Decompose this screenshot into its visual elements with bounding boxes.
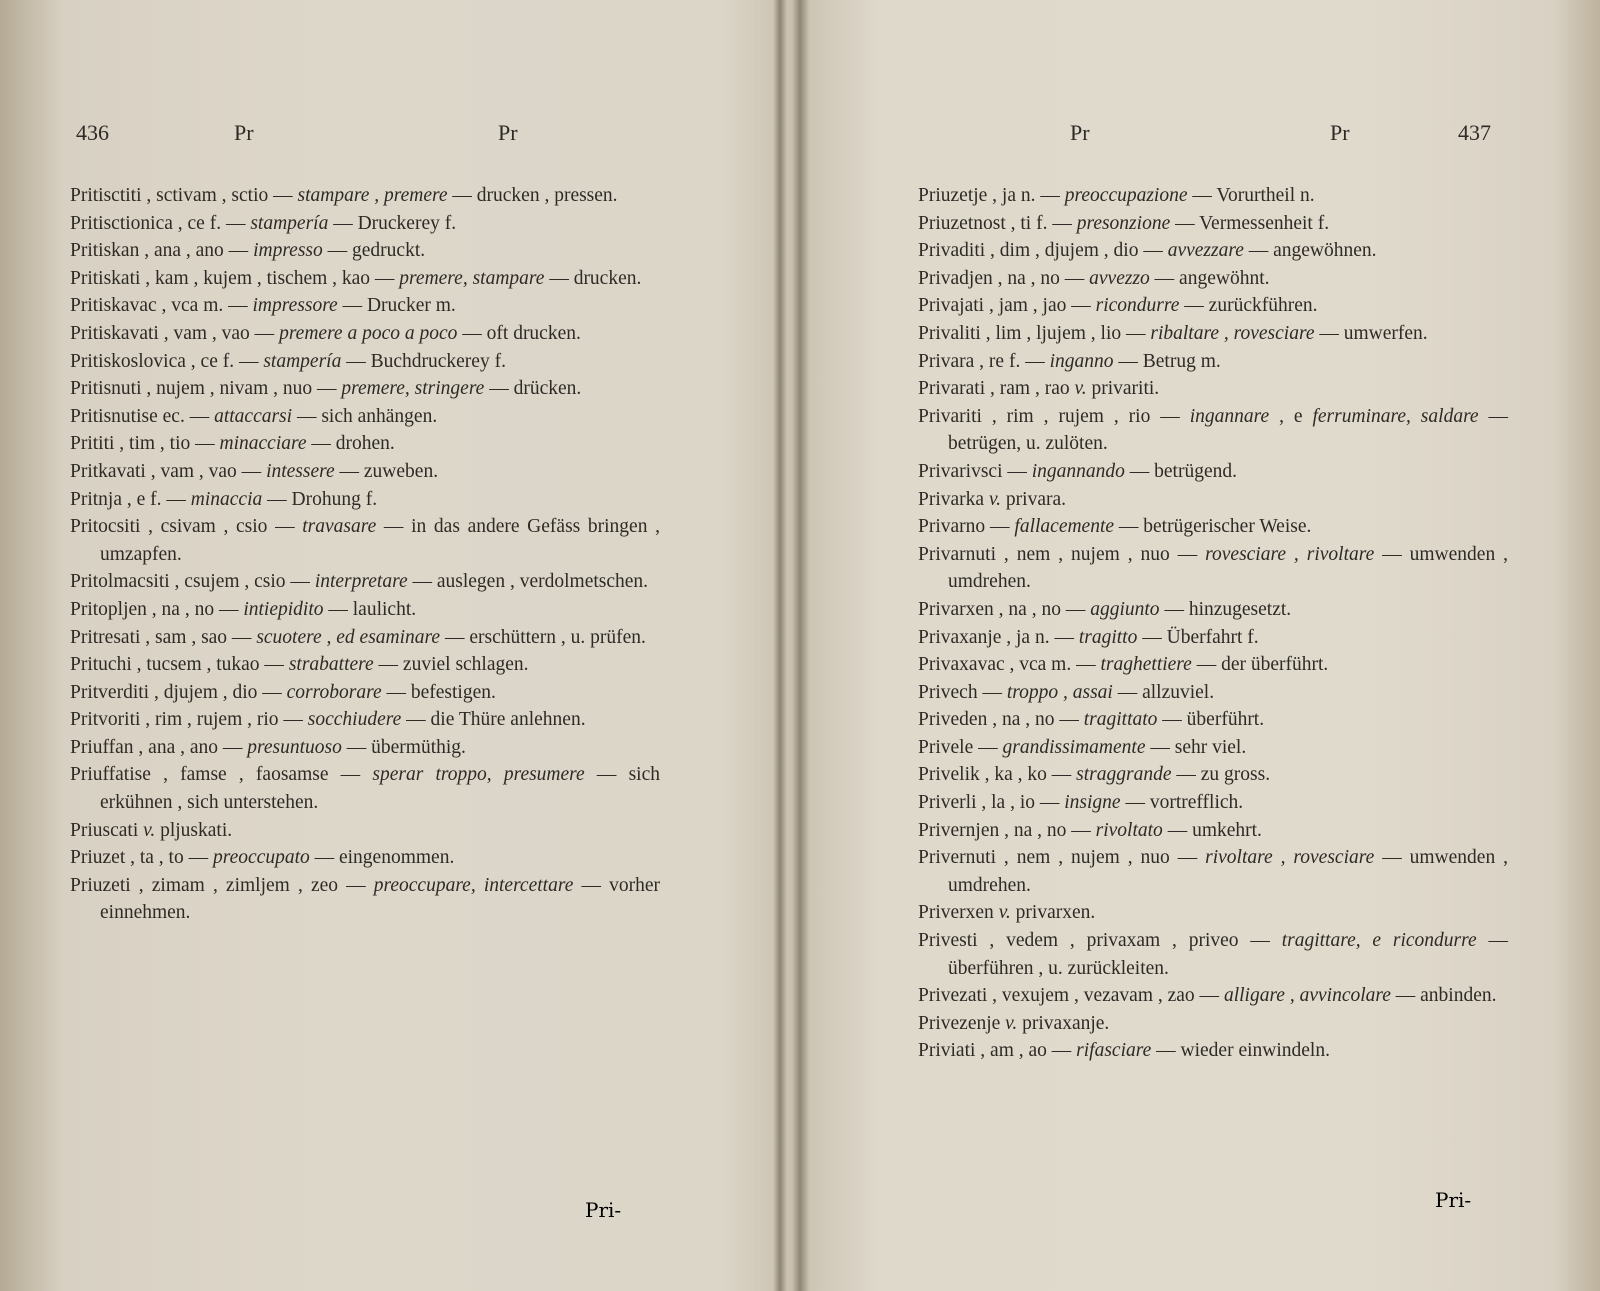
italian-gloss: tragittato <box>1083 709 1158 731</box>
italian-gloss: ribaltare , rovesciare <box>1150 322 1315 344</box>
dictionary-entry: Privaliti , lim , ljujem , lio — ribaltare , rovesciare — umwerfen. <box>918 322 1428 344</box>
dictionary-entry: Privech — troppo , assai — allzuviel. <box>918 681 1215 703</box>
dictionary-entry: Pritresati , sam , sao — scuotere , ed esaminare — erschüttern , u. prüfen. <box>70 626 646 648</box>
dictionary-entry: Pritisctionica , ce f. — stampería — Druckerey f. <box>70 212 457 234</box>
dictionary-entry: Privajati , jam , jao — ricondurre — zurückführen. <box>918 295 1318 317</box>
italian-gloss: ferruminare, saldare <box>1312 405 1479 427</box>
italian-gloss: presuntuoso <box>247 736 342 758</box>
italian-gloss: impresso <box>253 240 323 262</box>
dictionary-entry: Priuffatise , famse , faosamse — sperar troppo, presumere — sich erkühnen , sich unterstehen. <box>70 764 660 814</box>
header-left: Pr <box>234 120 254 145</box>
italian-gloss: avvezzare <box>1167 240 1244 262</box>
dictionary-entry: Pritolmacsiti , csujem , csio — interpretare — auslegen , verdolmetschen. <box>70 571 649 593</box>
italian-gloss: insigne <box>1064 792 1121 814</box>
italian-gloss: aggiunto <box>1090 598 1160 620</box>
dictionary-entry: Privaxavac , vca m. — traghettiere — der überführt. <box>918 654 1329 676</box>
dictionary-entry: Priuzet , ta , to — preoccupato — eingenommen. <box>70 847 455 869</box>
italian-gloss: stampare , premere <box>297 185 448 206</box>
running-head-right <box>918 120 1508 160</box>
italian-gloss: impressore <box>252 295 338 317</box>
italian-gloss: scuotere , ed esaminare <box>256 626 441 648</box>
dictionary-entry: Priverxen v. privarxen. <box>918 902 1096 924</box>
header-left: Pr <box>1070 120 1090 145</box>
dictionary-entry: Privarati , ram , rao v. privariti. <box>918 378 1160 400</box>
italian-gloss: preoccupare, intercettare <box>373 874 574 896</box>
italian-gloss: rifasciare <box>1076 1040 1152 1062</box>
page-number: 436 <box>76 120 109 145</box>
dictionary-entry: Pritiskati , kam , kujem , tischem , kao — premere, stampare — drucken. <box>70 267 642 289</box>
italian-gloss: minacciare <box>219 433 307 455</box>
italian-gloss: sperar troppo, presumere <box>372 764 585 786</box>
italian-gloss: rivoltare , rovesciare <box>1205 847 1375 869</box>
right-page <box>918 120 1508 1065</box>
dictionary-entry: Priuzetnost , ti f. — presonzione — Vermessenheit f. <box>918 212 1330 234</box>
dictionary-entry: Priuscati v. pljuskati. <box>70 819 233 841</box>
dictionary-entry: Privarnuti , nem , nujem , nuo — rovesciare , rivoltare — umwenden , umdrehen. <box>918 543 1508 593</box>
dictionary-entry: Pritvoriti , rim , rujem , rio — socchiudere — die Thüre anlehnen. <box>70 709 586 731</box>
dictionary-entry: Pritnja , e f. — minaccia — Drohung f. <box>70 488 378 510</box>
dictionary-entry: Privele — grandissimamente — sehr viel. <box>918 736 1247 758</box>
italian-gloss: interpretare <box>314 571 408 593</box>
dictionary-entry: Pritiskavac , vca m. — impressore — Drucker m. <box>70 295 456 317</box>
italian-gloss: corroborare <box>286 681 382 703</box>
dictionary-entry: Privesti , vedem , privaxam , priveo — tragittare, e ricondurre — überführen , u. zurückleiten. <box>918 930 1508 979</box>
dictionary-entry: Pritisctiti , sctivam , sctio — stampare , premere — drucken , pressen. <box>70 185 618 206</box>
dictionary-entry: Privaxanje , ja n. — tragitto — Überfahrt f. <box>918 626 1259 648</box>
dictionary-entry: Privadjen , na , no — avvezzo — angewöhnt. <box>918 267 1270 289</box>
italian-gloss: presonzione <box>1076 212 1171 234</box>
dictionary-entry: Privarivsci — ingannando — betrügend. <box>918 460 1238 482</box>
italian-gloss: preoccupato <box>212 847 310 869</box>
italian-gloss: avvezzo <box>1089 267 1150 289</box>
dictionary-entry: Pritopljen , na , no — intiepidito — laulicht. <box>70 598 417 620</box>
dictionary-entry: Pritisnutise ec. — attaccarsi — sich anhängen. <box>70 405 438 427</box>
italian-gloss: rivoltato <box>1095 819 1163 841</box>
italian-gloss: premere, stringere <box>341 378 485 400</box>
italian-gloss: travasare <box>302 516 377 538</box>
dictionary-entry: Pritverditi , djujem , dio — corroborare — befestigen. <box>70 681 496 703</box>
dictionary-entry: Priuzeti , zimam , zimljem , zeo — preoccupare, intercettare — vorher einnehmen. <box>70 874 660 924</box>
header-right: Pr <box>498 120 518 145</box>
italian-gloss: v. <box>143 819 156 841</box>
dictionary-entry: Privara , re f. — inganno — Betrug m. <box>918 350 1221 372</box>
italian-gloss: alligare , avvincolare <box>1223 985 1391 1007</box>
italian-gloss: attaccarsi <box>214 405 293 427</box>
italian-gloss: strabattere <box>288 654 374 676</box>
italian-gloss: tragittare, e ricondurre <box>1281 930 1477 952</box>
dictionary-entry: Pritiskan , ana , ano — impresso — gedruckt. <box>70 240 426 262</box>
dictionary-entry: Pritocsiti , csivam , csio — travasare — in das andere Gefäss bringen , umzapfen. <box>70 516 660 565</box>
dictionary-entry: Privelik , ka , ko — straggrande — zu gross. <box>918 764 1271 786</box>
italian-gloss: v. <box>988 488 1002 510</box>
italian-gloss: v. <box>998 902 1011 924</box>
dictionary-entry: Privernuti , nem , nujem , nuo — rivoltare , rovesciare — umwenden , umdrehen. <box>918 847 1508 896</box>
page-number: 437 <box>1458 120 1491 145</box>
italian-gloss: grandissimamente <box>1002 736 1146 758</box>
dictionary-entry: Priviati , am , ao — rifasciare — wieder einwindeln. <box>918 1040 1330 1062</box>
italian-gloss: premere a poco a poco <box>279 322 458 344</box>
italian-gloss: preoccupazione <box>1064 185 1188 206</box>
dictionary-entry: Privezenje v. privaxanje. <box>918 1012 1110 1034</box>
italian-gloss: intiepidito <box>243 598 324 620</box>
dictionary-entry: Privariti , rim , rujem , rio — ingannare , e ferruminare, saldare — betrügen, u. zulöten. <box>918 405 1509 455</box>
dictionary-entry: Priveden , na , no — tragittato — überführt. <box>918 709 1265 731</box>
dictionary-entry: Prititi , tim , tio — minacciare — drohen. <box>70 433 395 455</box>
italian-gloss: stampería <box>263 350 342 372</box>
italian-gloss: socchiudere <box>307 709 402 731</box>
italian-gloss: v. <box>1074 378 1087 400</box>
dictionary-entry: Privarxen , na , no — aggiunto — hinzugesetzt. <box>918 598 1292 620</box>
dictionary-entry: Privezati , vexujem , vezavam , zao — alligare , avvincolare — anbinden. <box>918 985 1497 1007</box>
italian-gloss: straggrande <box>1076 764 1172 786</box>
dictionary-entry: Priuffan , ana , ano — presuntuoso — übermüthig. <box>70 736 466 758</box>
dictionary-entry: Privernjen , na , no — rivoltato — umkehrt. <box>918 819 1262 841</box>
italian-gloss: traghettiere <box>1100 654 1192 676</box>
italian-gloss: tragitto <box>1078 626 1138 648</box>
dictionary-entry: Priuzetje , ja n. — preoccupazione — Vorurtheil n. <box>918 185 1315 206</box>
italian-gloss: stampería <box>250 212 329 234</box>
dictionary-entry: Privarka v. privara. <box>918 488 1066 510</box>
dictionary-entry: Pritisnuti , nujem , nivam , nuo — premere, stringere — drücken. <box>70 378 582 400</box>
catchword-left: Pri- <box>585 1198 622 1222</box>
catchword-right: Pri- <box>1435 1188 1472 1212</box>
italian-gloss: troppo , assai <box>1006 681 1113 703</box>
left-page <box>70 120 660 927</box>
italian-gloss: premere, stampare <box>399 267 545 289</box>
running-head-left <box>70 120 660 160</box>
dictionary-entry: Pritiskoslovica , ce f. — stampería — Buchdruckerey f. <box>70 350 506 372</box>
italian-gloss: inganno <box>1049 350 1114 372</box>
italian-gloss: ricondurre <box>1095 295 1180 317</box>
dictionary-entry: Prituchi , tucsem , tukao — strabattere — zuviel schlagen. <box>70 654 529 676</box>
dictionary-entry: Privaditi , dim , djujem , dio — avvezzare — angewöhnen. <box>918 240 1377 262</box>
dictionary-entries <box>70 182 660 927</box>
dictionary-entry: Pritkavati , vam , vao — intessere — zuweben. <box>70 460 439 482</box>
header-right: Pr <box>1330 120 1350 145</box>
italian-gloss: v. <box>1005 1012 1018 1034</box>
italian-gloss: intessere <box>266 460 335 482</box>
book-gutter <box>773 0 787 1291</box>
italian-gloss: rovesciare , rivoltare <box>1205 543 1375 565</box>
italian-gloss: ingannare <box>1189 405 1270 427</box>
dictionary-entry: Privarno — fallacemente — betrügerischer Weise. <box>918 516 1312 538</box>
italian-gloss: minaccia <box>190 488 263 510</box>
dictionary-entry: Pritiskavati , vam , vao — premere a poco a poco — oft drucken. <box>70 322 581 344</box>
italian-gloss: fallacemente <box>1014 516 1115 538</box>
italian-gloss: ingannando <box>1031 460 1125 482</box>
dictionary-entries <box>918 182 1508 1065</box>
dictionary-entry: Priverli , la , io — insigne — vortrefflich. <box>918 792 1244 814</box>
